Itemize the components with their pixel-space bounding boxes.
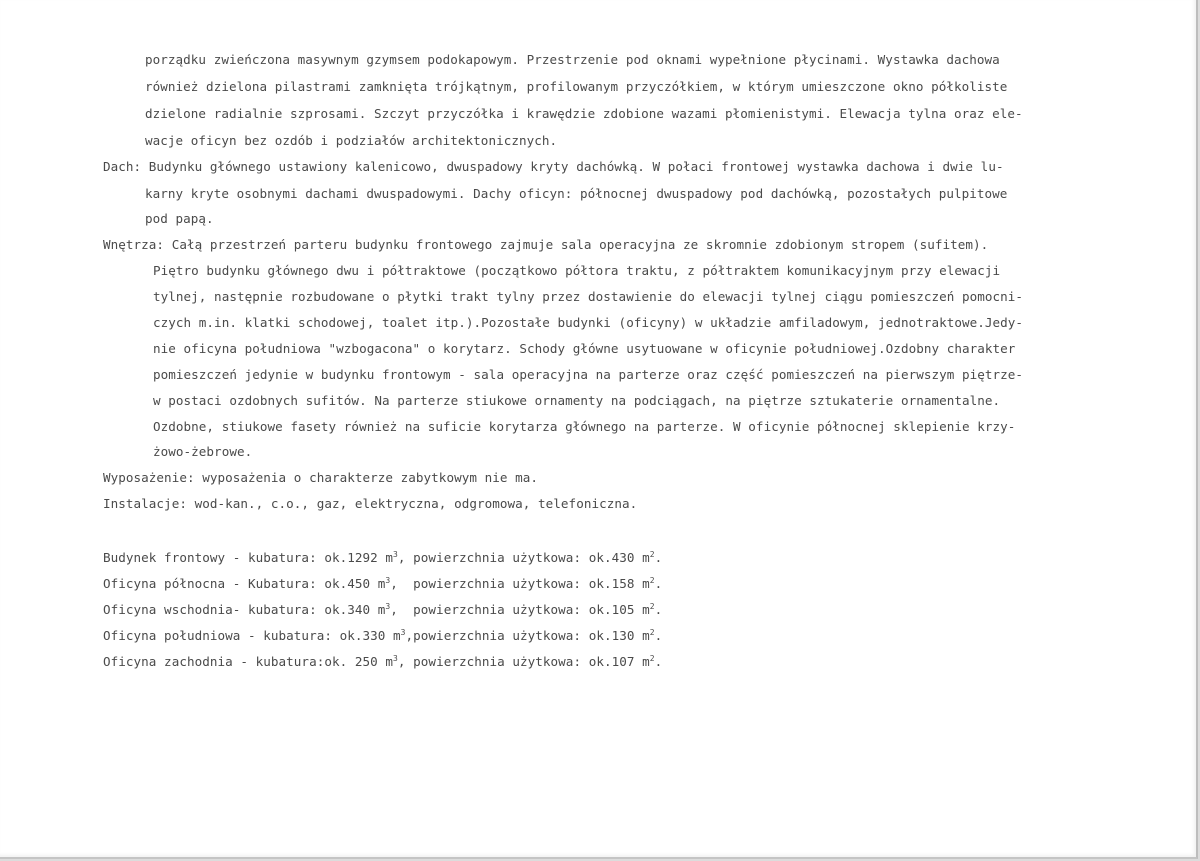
kubatura-superscript: 3 — [385, 576, 391, 585]
powierzchnia-text: , powierzchnia użytkowa: ok.158 m — [390, 576, 650, 591]
wnetrza-line-8: Ozdobne, stiukowe fasety również na suficie korytarza głównego na parterze. W oficynie północnej sklepienie krzy- — [153, 419, 1016, 434]
kubatura-superscript: 3 — [393, 654, 398, 663]
kubatura-superscript: 3 — [393, 550, 398, 559]
powierzchnia-text: , powierzchnia użytkowa: ok.105 m — [390, 602, 650, 617]
dach-line-1: Dach: Budynku głównego ustawiony kalenicowo, dwuspadowy kryty dachówką. W połaci frontowej wystawka dachowa i dwie lu- — [103, 159, 1004, 174]
elewacja-line-1: porządku zwieńczona masywnym gzymsem podokapowym. Przestrzenie pod oknami wypełnione płycinami. Wystawka dachowa — [145, 52, 1000, 67]
kubatura-row-oficyna-zachodnia — [103, 652, 662, 672]
elewacja-line-4: wacje oficyn bez ozdób i podziałów architektonicznych. — [145, 133, 558, 148]
row-end: . — [654, 576, 663, 591]
wnetrza-line-5: nie oficyna południowa "wzbogacona" o korytarz. Schody główne usytuowane w oficynie południowej.Ozdobny charakter — [153, 341, 1016, 356]
kubatura-text: Budynek frontowy - kubatura: ok.1292 m — [103, 550, 394, 565]
kubatura-superscript: 3 — [385, 602, 391, 611]
kubatura-row-budynek-frontowy — [103, 548, 662, 568]
kubatura-row-oficyna-polnocna — [103, 574, 662, 594]
kubatura-row-oficyna-poludniowa — [103, 626, 662, 646]
powierzchnia-superscript: 2 — [649, 550, 655, 559]
wnetrza-line-9: żowo-żebrowe. — [153, 444, 253, 459]
kubatura-text: Oficyna zachodnia - kubatura:ok. 250 m — [103, 654, 394, 669]
wnetrza-line-3: tylnej, następnie rozbudowane o płytki trakt tylny przez dostawienie do elewacji tylnej ciągu pomieszczeń pomocni- — [153, 289, 1024, 304]
row-end: . — [654, 654, 663, 669]
kubatura-text: Oficyna północna - Kubatura: ok.450 m — [103, 576, 386, 591]
powierzchnia-superscript: 2 — [649, 602, 655, 611]
kubatura-text: Oficyna wschodnia- kubatura: ok.340 m — [103, 602, 386, 617]
kubatura-superscript: 3 — [400, 628, 406, 637]
powierzchnia-text: ,powierzchnia użytkowa: ok.130 m — [405, 628, 650, 643]
instalacje-line: Instalacje: wod-kan., c.o., gaz, elektryczna, odgromowa, telefoniczna. — [103, 496, 638, 511]
powierzchnia-text: , powierzchnia użytkowa: ok.107 m — [397, 654, 650, 669]
powierzchnia-superscript: 2 — [649, 576, 655, 585]
wnetrza-line-2: Piętro budynku głównego dwu i półtraktowe (początkowo półtora traktu, z półtraktem komunikacyjnym przy elewacji — [153, 263, 1001, 278]
row-end: . — [654, 550, 663, 565]
powierzchnia-text: , powierzchnia użytkowa: ok.430 m — [397, 550, 650, 565]
wnetrza-line-1: Wnętrza: Całą przestrzeń parteru budynku frontowego zajmuje sala operacyjna ze skromnie zdobionym stropem (sufitem). — [103, 237, 989, 252]
elewacja-line-2: również dzielona pilastrami zamknięta trójkątnym, profilowanym przyczółkiem, w którym umieszczone okno półkoliste — [145, 79, 1008, 94]
wnetrza-line-4: czych m.in. klatki schodowej, toalet itp.).Pozostałe budynki (oficyny) w układzie amfiladowym, jednotraktowe.Jedy- — [153, 315, 1024, 330]
dach-line-3: pod papą. — [145, 211, 214, 226]
row-end: . — [654, 602, 663, 617]
wyposazenie-line: Wyposażenie: wyposażenia o charakterze zabytkowym nie ma. — [103, 470, 539, 485]
row-end: . — [654, 628, 663, 643]
powierzchnia-superscript: 2 — [649, 654, 655, 663]
wnetrza-line-6: pomieszczeń jedynie w budynku frontowym - sala operacyjna na parterze oraz część pomieszczeń na pierwszym piętrze- — [153, 367, 1024, 382]
dach-line-2: karny kryte osobnymi dachami dwuspadowymi. Dachy oficyn: północnej dwuspadowy pod dachówką, pozostałych pulpitowe — [145, 186, 1008, 201]
kubatura-row-oficyna-wschodnia — [103, 600, 662, 620]
kubatura-text: Oficyna południowa - kubatura: ok.330 m — [103, 628, 401, 643]
elewacja-line-3: dzielone radialnie szprosami. Szczyt przyczółka i krawędzie zdobione wazami płomienistymi. Elewacja tylna oraz ele- — [145, 106, 1023, 121]
powierzchnia-superscript: 2 — [649, 628, 655, 637]
wnetrza-line-7: w postaci ozdobnych sufitów. Na parterze stiukowe ornamenty na podciągach, na piętrze sztukaterie ornamentalne. — [153, 393, 1001, 408]
